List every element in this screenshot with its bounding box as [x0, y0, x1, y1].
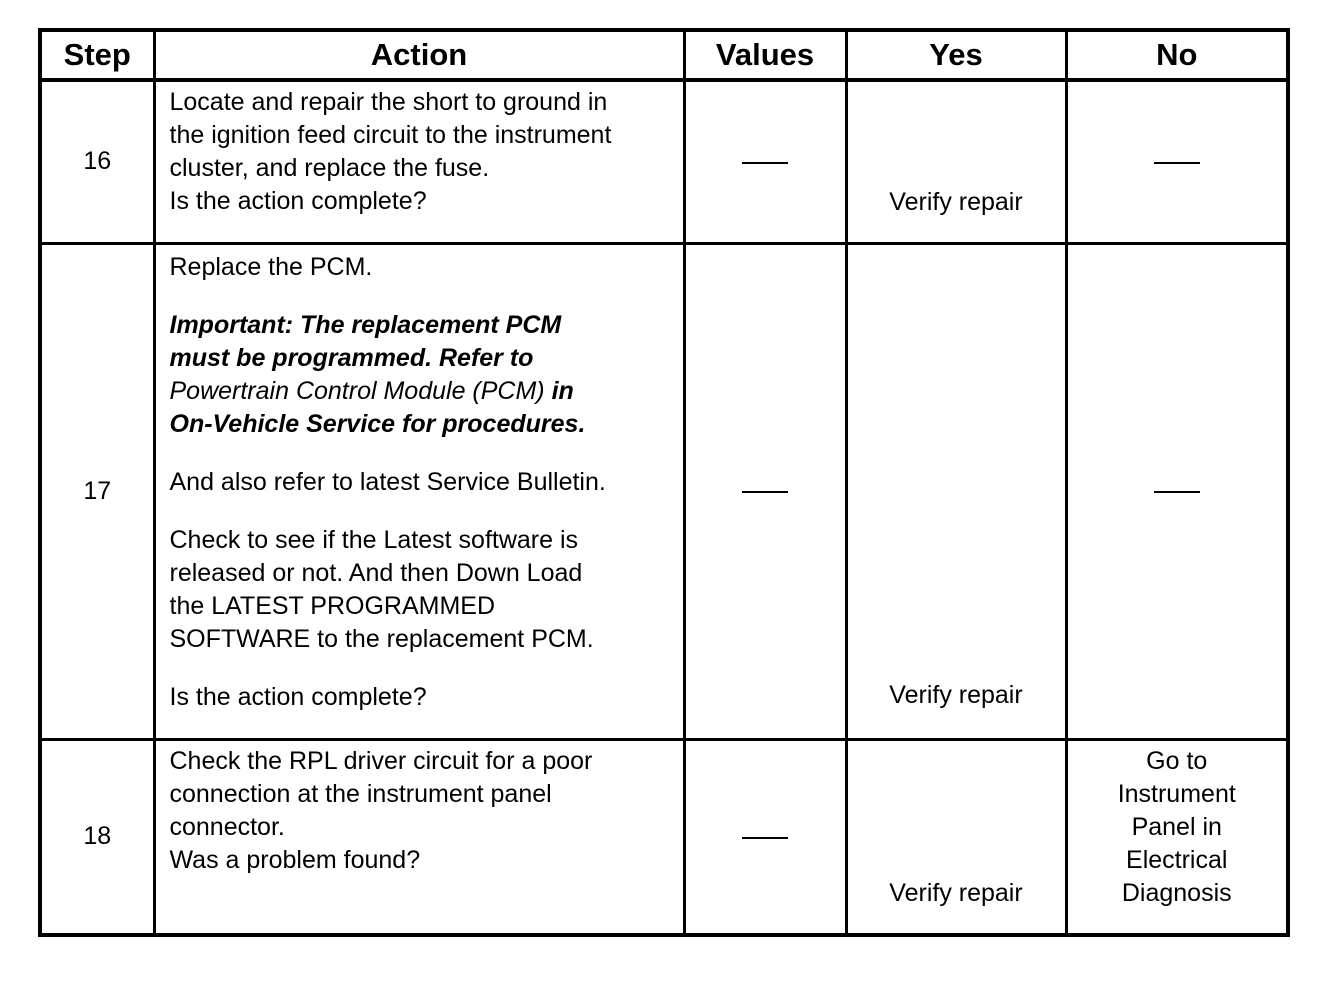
no-line: Diagnosis — [1121, 878, 1232, 907]
values-dash — [742, 491, 788, 493]
action-paragraph — [170, 524, 673, 656]
important-line: On-Vehicle Service for procedures. — [169, 409, 586, 438]
action-text: And also refer to latest Service Bulletin. — [169, 467, 606, 496]
header-yes: Yes — [846, 30, 1066, 80]
values-dash — [742, 837, 788, 839]
header-row — [40, 30, 1288, 80]
action-line: the ignition feed circuit to the instrument — [169, 121, 612, 149]
step-number: 17 — [40, 243, 154, 739]
action-line: connector. — [169, 812, 285, 841]
table-row-step-16 — [40, 80, 1288, 243]
header-values: Values — [684, 30, 846, 80]
header-no: No — [1066, 30, 1288, 80]
no-dash — [1154, 162, 1200, 164]
important-line: must be programmed. Refer to — [169, 343, 534, 372]
values-dash — [742, 162, 788, 164]
reference-link[interactable]: Powertrain Control Module (PCM) — [169, 376, 545, 405]
action-line: Check to see if the Latest software is — [169, 525, 579, 554]
action-cell — [154, 243, 684, 739]
step-number: 16 — [40, 80, 154, 243]
table-row-step-17 — [40, 243, 1288, 739]
action-line: released or not. And then Down Load — [169, 558, 583, 587]
important-line — [170, 375, 673, 408]
values-cell — [684, 739, 846, 935]
action-line: cluster, and replace the fuse. — [169, 154, 490, 182]
yes-text: Verify repair — [889, 188, 1023, 216]
no-line: Go to — [1146, 746, 1208, 775]
action-line: Check the RPL driver circuit for a poor — [169, 746, 593, 775]
action-question: Is the action complete? — [169, 187, 427, 215]
action-question: Was a problem found? — [169, 845, 421, 874]
yes-text: Verify repair — [889, 680, 1023, 709]
action-line: the LATEST PROGRAMMED — [169, 591, 496, 620]
no-line: Instrument — [1117, 779, 1236, 808]
values-cell — [684, 243, 846, 739]
no-cell — [1066, 243, 1288, 739]
header-action: Action — [154, 30, 684, 80]
values-cell — [684, 80, 846, 243]
action-line: Locate and repair the short to ground in — [169, 88, 608, 116]
table-row-step-18 — [40, 739, 1288, 935]
step-number: 18 — [40, 739, 154, 935]
important-note — [170, 309, 673, 441]
action-question: Is the action complete? — [169, 682, 427, 711]
important-line: Important: The replacement PCM — [169, 310, 562, 339]
no-line: Panel in — [1131, 812, 1222, 841]
yes-cell — [846, 243, 1066, 739]
action-cell — [154, 80, 684, 243]
action-line: connection at the instrument panel — [169, 779, 552, 808]
no-cell — [1066, 80, 1288, 243]
yes-cell — [846, 80, 1066, 243]
no-dash — [1154, 491, 1200, 493]
yes-cell — [846, 739, 1066, 935]
action-cell — [154, 739, 684, 935]
action-text: Replace the PCM. — [169, 252, 373, 281]
no-line: Electrical — [1126, 845, 1228, 874]
no-cell — [1066, 739, 1288, 935]
yes-text: Verify repair — [889, 878, 1023, 907]
header-step: Step — [40, 30, 154, 80]
important-fragment: in — [544, 376, 574, 405]
action-line: SOFTWARE to the replacement PCM. — [169, 624, 594, 653]
diagnostic-table — [38, 28, 1290, 937]
